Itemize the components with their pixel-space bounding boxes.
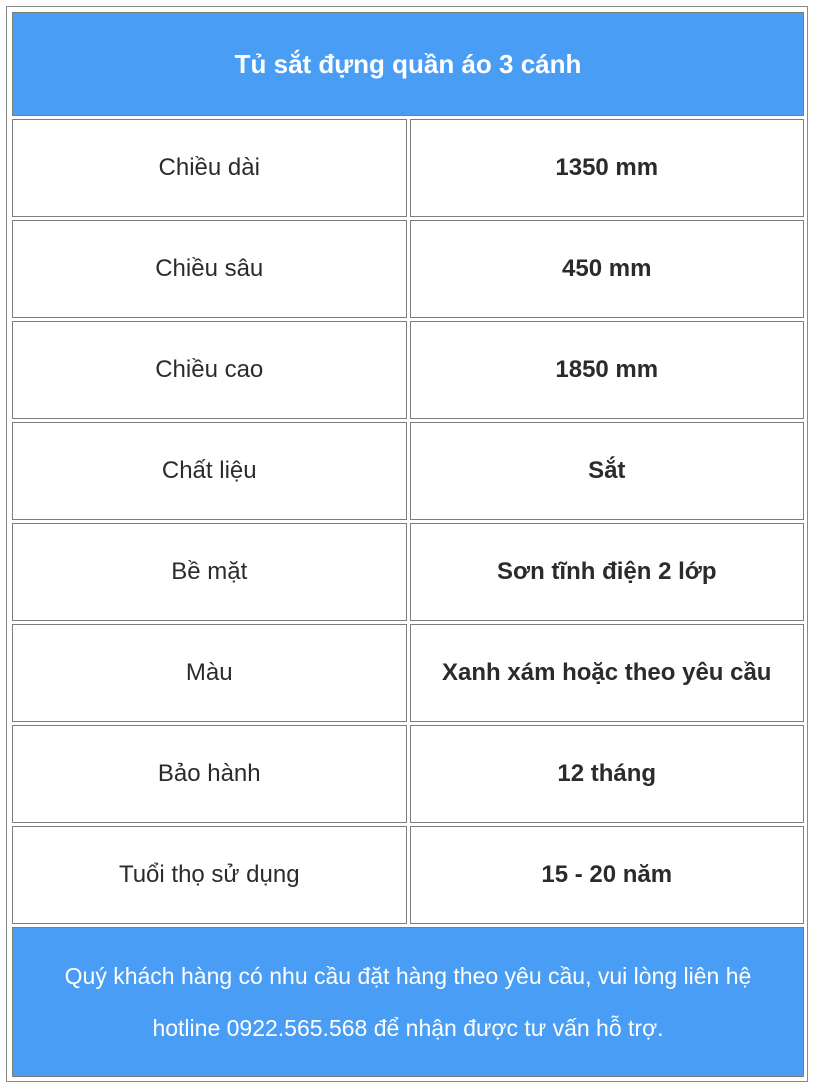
row-value-chieu-cao: 1850 mm xyxy=(410,321,805,419)
table-title: Tủ sắt đựng quần áo 3 cánh xyxy=(12,12,804,116)
table-row xyxy=(12,826,804,924)
row-value-bao-hanh: 12 tháng xyxy=(410,725,805,823)
row-value-mau: Xanh xám hoặc theo yêu cầu xyxy=(410,624,805,722)
table-row xyxy=(12,321,804,419)
row-value-chat-lieu: Sắt xyxy=(410,422,805,520)
spec-table xyxy=(9,9,807,1080)
row-label-chieu-sau: Chiều sâu xyxy=(12,220,407,318)
row-value-be-mat: Sơn tĩnh điện 2 lớp xyxy=(410,523,805,621)
row-label-chieu-dai: Chiều dài xyxy=(12,119,407,217)
row-value-chieu-dai: 1350 mm xyxy=(410,119,805,217)
row-label-be-mat: Bề mặt xyxy=(12,523,407,621)
table-row xyxy=(12,220,804,318)
row-value-tuoi-tho: 15 - 20 năm xyxy=(410,826,805,924)
footer-row xyxy=(12,927,804,1077)
footer-line-2: hotline 0922.565.568 để nhận được tư vấn hỗ trợ. xyxy=(152,1015,664,1041)
table-row xyxy=(12,725,804,823)
row-label-tuoi-tho: Tuổi thọ sử dụng xyxy=(12,826,407,924)
table-row xyxy=(12,523,804,621)
table-row xyxy=(12,624,804,722)
row-label-bao-hanh: Bảo hành xyxy=(12,725,407,823)
table-row xyxy=(12,119,804,217)
row-value-chieu-sau: 450 mm xyxy=(410,220,805,318)
table-row xyxy=(12,422,804,520)
footer-note xyxy=(12,927,804,1077)
title-row xyxy=(12,12,804,116)
footer-line-1: Quý khách hàng có nhu cầu đặt hàng theo yêu cầu, vui lòng liên hệ xyxy=(64,963,752,989)
row-label-mau: Màu xyxy=(12,624,407,722)
row-label-chieu-cao: Chiều cao xyxy=(12,321,407,419)
row-label-chat-lieu: Chất liệu xyxy=(12,422,407,520)
